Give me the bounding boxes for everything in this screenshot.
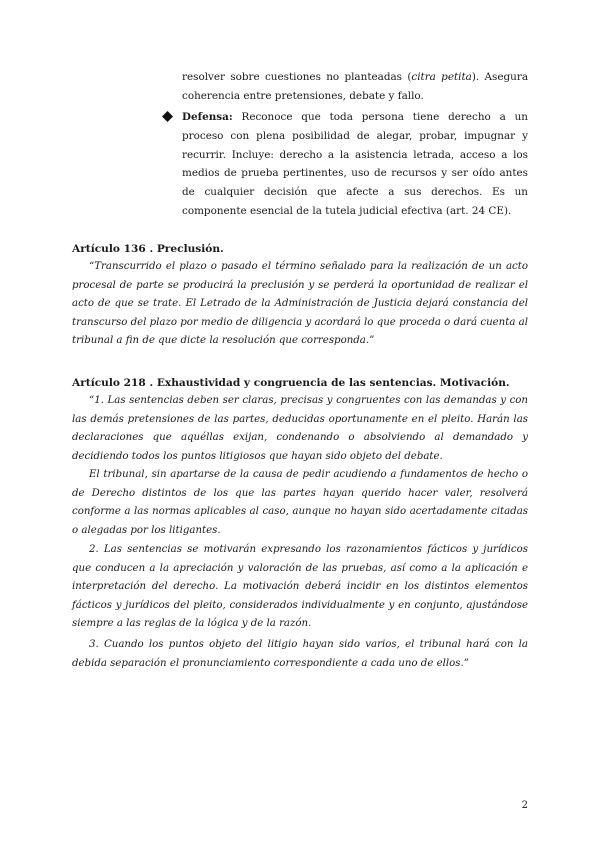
page-number: 2 (521, 800, 528, 811)
bullet-continuation (182, 68, 528, 106)
bullet-continuation-end: ). Asegura coherencia entre pretensiones, debate y fallo. (182, 71, 529, 102)
bullet-defensa-body (182, 108, 528, 221)
article-218-paragraph-3: 2. Las sentencias se motivarán expresando los razonamientos fácticos y jurídicos que conducen a la apreciación y valoración de las pruebas, así como a la aplicación e interpretación del derecho. La motivación deberá incidir en los distintos elementos fácticos y jurídicos del pleito, considerados individualmente y en conjunto, ajustándose siempre a las reglas de la lógica y de la razón. (72, 544, 528, 630)
article-136-quote: “Transcurrido el plazo o pasado el término señalado para la realización de un acto procesal de parte se producirá la preclusión y se perderá la oportunidad de realizar el acto de que se trate. El Letrado de la Administración de Justicia dejará constancia del transcurso del plazo por medio de diligencia y acordará lo que proceda o dará cuenta al tribunal a fin de que dicte la resolución que corresponda.” (72, 261, 528, 347)
article-218-heading: Artículo 218 . Exhaustividad y congruencia de las sentencias. Motivación. (72, 377, 510, 389)
article-136-heading: Artículo 136 . Preclusión. (72, 243, 224, 255)
article-218-paragraph-1: “1. Las sentencias deben ser claras, precisas y congruentes con las demandas y con las demás pretensiones de las partes, deducidas oportunamente en el pleito. Harán las declaraciones que aquéllas exijan, condenando o absolviendo al demandado y decidiendo todos los puntos litigiosos que hayan sido objeto del debate. (72, 395, 528, 462)
citra-petita-term: citra petita (411, 71, 472, 83)
article-218-paragraph-2: El tribunal, sin apartarse de la causa de pedir acudiendo a fundamentos de hecho o de Derecho distintos de los que las partes hayan querido hacer valer, resolverá conforme a las normas aplicables al caso, aunque no hayan sido acertadamente citadas o alegadas por los litigantes. (72, 469, 528, 536)
diamond-bullet-icon (162, 111, 173, 122)
bullet-continuation-text: resolver sobre cuestiones no planteadas ( (182, 71, 412, 83)
defensa-text: Reconoce que toda persona tiene derecho a un proceso con plena posibilidad de alegar, probar, impugnar y recurrir. Incluye: derecho a la asistencia letrada, acceso a los medios de prueba pertinentes, uso de recursos y ser oído antes de cualquier decisión que afecte a sus derechos. Es un componente esencial de la tutela judicial efectiva (art. 24 CE). (182, 111, 528, 217)
defensa-term: Defensa: (182, 111, 233, 123)
bullet-defensa (162, 108, 528, 221)
article-218-paragraph-4: 3. Cuando los puntos objeto del litigio hayan sido varios, el tribunal hará con la debida separación el pronunciamiento correspondiente a cada uno de ellos.” (72, 639, 528, 669)
